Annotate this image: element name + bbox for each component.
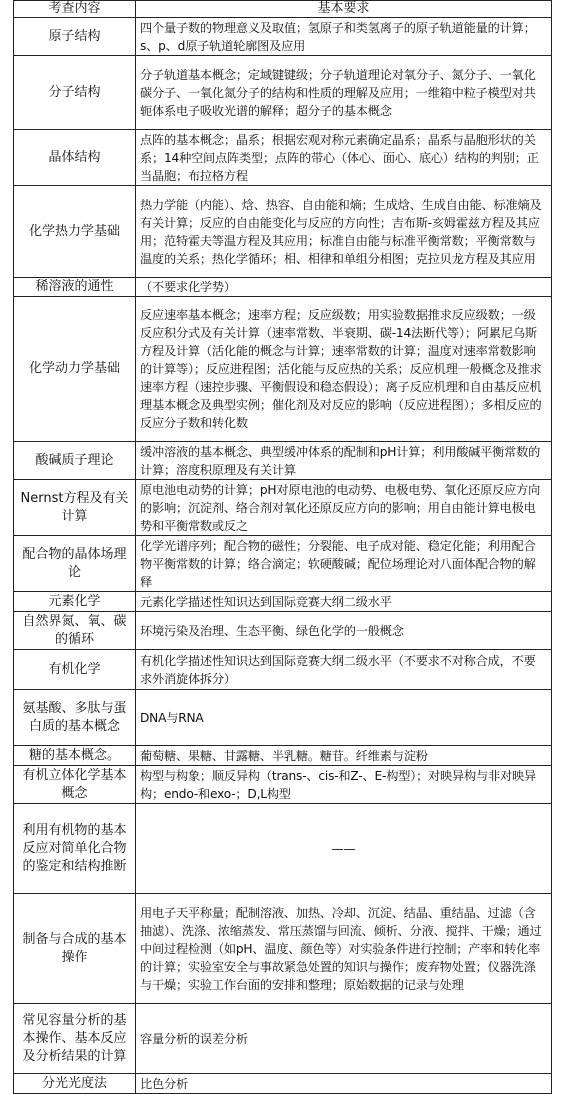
- requirement-cell: 用电子天平称量；配制溶液、加热、冷却、沉淀、结晶、重结晶、过滤（含抽滤）、洗涤、浓缩蒸发、常压蒸馏与回流、倾析、分液、搅拌、干燥；通过中间过程检测（如pH、温度、颜色等）对实验条件进行控制；产率和转化率的计算；实验室安全与事故紧急处置的知识与操作；废弃物处置；仪器洗涤与干燥；实验工作台面的安排和整理；原始数据的记录与处理: [136, 894, 552, 1004]
- table-row: [14, 56, 552, 130]
- table-row: [14, 650, 552, 690]
- table-row: [14, 690, 552, 746]
- header-topic: 考查内容: [14, 1, 136, 18]
- requirement-cell: DNA与RNA: [136, 690, 552, 746]
- requirement-cell: 有机化学描述性知识达到国际竞赛大纲二级水平（不要求不对称合成，不要求外消旋体拆分）: [136, 650, 552, 690]
- requirement-cell: 缓冲溶液的基本概念、典型缓冲体系的配制和pH计算；利用酸碱平衡常数的计算；溶度积原理及有关计算: [136, 442, 552, 480]
- requirement-cell: 环境污染及治理、生态平衡、绿色化学的一般概念: [136, 612, 552, 650]
- requirement-cell: 比色分析: [136, 1074, 552, 1094]
- topic-cell: 原子结构: [14, 18, 136, 56]
- topic-cell: 自然界氮、氧、碳的循环: [14, 612, 136, 650]
- table-row: [14, 186, 552, 278]
- header-row: [14, 1, 552, 18]
- table-row: [14, 612, 552, 650]
- topic-cell: 分子结构: [14, 56, 136, 130]
- requirement-cell: （不要求化学势）: [136, 278, 552, 297]
- requirement-cell: 原电池电动势的计算；pH对原电池的电动势、电极电势、氧化还原反应方向的影响；沉淀剂、络合剂对氧化还原反应方向的影响；用自由能计算电极电势和平衡常数或反之: [136, 480, 552, 536]
- table-row: [14, 480, 552, 536]
- requirement-cell: 点阵的基本概念；晶系；根据宏观对称元素确定晶系；晶系与晶胞形状的关系；14种空间点阵类型；点阵的带心（体心、面心、底心）结构的判别；正当晶胞；布拉格方程: [136, 130, 552, 186]
- requirement-cell: 四个量子数的物理意义及取值；氢原子和类氢离子的原子轨道能量的计算；s、p、d原子轨道轮廓图及应用: [136, 18, 552, 56]
- requirement-cell: ——: [136, 804, 552, 894]
- table-row: [14, 18, 552, 56]
- requirement-cell: 化学光谱序列；配合物的磁性；分裂能、电子成对能、稳定化能；利用配合物平衡常数的计算；络合滴定；软硬酸碱；配位场理论对八面体配合物的解释: [136, 536, 552, 592]
- table-row: [14, 894, 552, 1004]
- table-row: [14, 746, 552, 766]
- table-row: [14, 766, 552, 804]
- requirement-cell: 热力学能（内能）、焓、热容、自由能和熵；生成焓、生成自由能、标准熵及有关计算；反应的自由能变化与反应的方向性；吉布斯-亥姆霍兹方程及其应用；范特霍夫等温方程及其应用；标准自由能与标准平衡常数；平衡常数与温度的关系；热化学循环；相、相律和单组分相图；克拉贝龙方程及其应用: [136, 186, 552, 278]
- requirement-cell: 反应速率基本概念；速率方程；反应级数；用实验数据推求反应级数；一级反应积分式及有关计算（速率常数、半衰期、碳-14法断代等）；阿累尼乌斯方程及计算（活化能的概念与计算；速率常数的计算；温度对速率常数影响的计算等）；反应进程图；活化能与反应热的关系；反应机理一般概念及推求速率方程（速控步骤、平衡假设和稳态假设）；离子反应机理和自由基反应机理基本概念及典型实例；催化剂及对反应的影响（反应进程图）；多相反应的反应分子数和转化数: [136, 297, 552, 442]
- topic-cell: 有机化学: [14, 650, 136, 690]
- topic-cell: Nernst方程及有关计算: [14, 480, 136, 536]
- table-row: [14, 1004, 552, 1074]
- topic-cell: 化学动力学基础: [14, 297, 136, 442]
- requirement-cell: 分子轨道基本概念；定域键键级；分子轨道理论对氧分子、氮分子、一氧化碳分子、一氧化氮分子的结构和性质的理解及应用；一维箱中粒子模型对共轭体系电子吸收光谱的解释；超分子的基本概念: [136, 56, 552, 130]
- topic-cell: 稀溶液的通性: [14, 278, 136, 297]
- topic-cell: 元素化学: [14, 592, 136, 612]
- table-row: [14, 804, 552, 894]
- table-row: [14, 536, 552, 592]
- table-row: [14, 592, 552, 612]
- requirement-cell: 元素化学描述性知识达到国际竞赛大纲二级水平: [136, 592, 552, 612]
- topic-cell: 常见容量分析的基本操作、基本反应及分析结果的计算: [14, 1004, 136, 1074]
- topic-cell: 有机立体化学基本概念: [14, 766, 136, 804]
- table-row: [14, 297, 552, 442]
- topic-cell: 制备与合成的基本操作: [14, 894, 136, 1004]
- topic-cell: 利用有机物的基本反应对简单化合物的鉴定和结构推断: [14, 804, 136, 894]
- requirements-table: [13, 0, 552, 1094]
- table-row: [14, 442, 552, 480]
- table-row: [14, 278, 552, 297]
- topic-cell: 化学热力学基础: [14, 186, 136, 278]
- header-requirement: 基本要求: [136, 1, 552, 18]
- topic-cell: 氨基酸、多肽与蛋白质的基本概念: [14, 690, 136, 746]
- topic-cell: 配合物的晶体场理论: [14, 536, 136, 592]
- requirement-cell: 葡萄糖、果糖、甘露糖、半乳糖。糖苷。纤维素与淀粉: [136, 746, 552, 766]
- requirement-cell: 构型与构象；顺反异构（trans-、cis-和Z-、E-构型）；对映异构与非对映异构；endo-和exo-；D,L构型: [136, 766, 552, 804]
- requirement-cell: 容量分析的误差分析: [136, 1004, 552, 1074]
- topic-cell: 分光光度法: [14, 1074, 136, 1094]
- topic-cell: 糖的基本概念。: [14, 746, 136, 766]
- topic-cell: 晶体结构: [14, 130, 136, 186]
- topic-cell: 酸碱质子理论: [14, 442, 136, 480]
- table-row: [14, 1074, 552, 1094]
- table-row: [14, 130, 552, 186]
